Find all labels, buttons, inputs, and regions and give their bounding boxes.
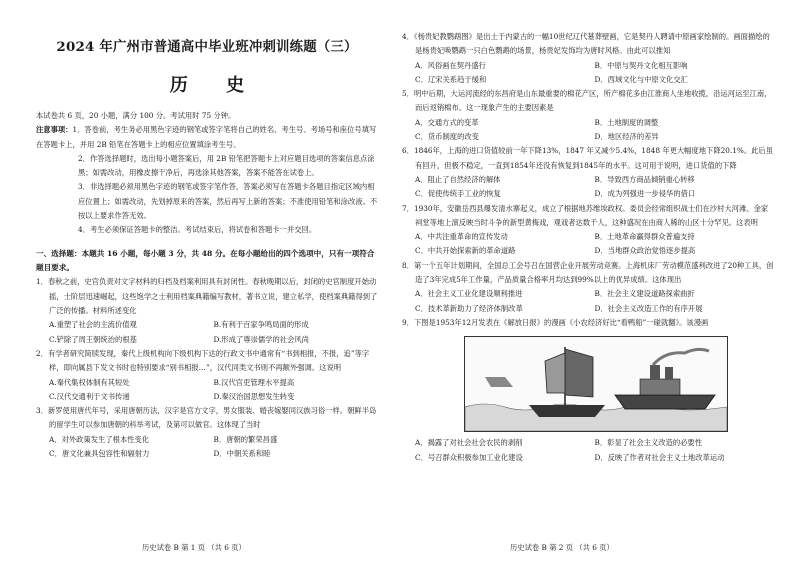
notes-label: 注意事项： xyxy=(36,125,73,135)
option-list xyxy=(36,376,378,405)
option-list xyxy=(36,318,378,347)
subject-title: 历 史 xyxy=(169,75,261,96)
option-list xyxy=(402,287,774,316)
question-1 xyxy=(36,275,378,346)
question-stem: 2．有学者研究简牍发现，秦代上级机构向下级机构下达的行政文书中通常有“书到相报，不报，追”等字样，即向属县下发文书时也特别要求“别书相报…”，汉代同类文书则不再额外强调。这说明 xyxy=(36,348,370,373)
left-page xyxy=(0,0,392,561)
smoke xyxy=(653,350,709,366)
option-b[interactable]: B.有利于百家争鸣局面的形成 xyxy=(213,320,309,330)
question-stem: 4．《杨贵妃教鹦鹉图》是出土于内蒙古的一幅10世纪辽代墓葬壁画，它是契丹人聘请中原画家绘制的。画面描绘的是杨贵妃唤鹦鹉一只白色鹦鹉的场景，杨贵妃发饰均为唐时风格。由此可以推知 xyxy=(402,32,770,56)
question-9 xyxy=(402,316,774,465)
question-6 xyxy=(402,144,774,201)
option-d[interactable]: D．中朝关系和睦 xyxy=(213,449,271,459)
option-a[interactable]: A．中共注重革命的宣传发动 xyxy=(415,232,508,242)
option-a[interactable]: A．社会主义工业化建设顺利推进 xyxy=(415,289,523,299)
note-1: 1．答卷前，考生务必用黑色字迹的钢笔或签字笔将自己的姓名、考生号、考场号和座位号填写在答题卡上，并用 2B 铅笔在答题卡上的相应位置填涂考生号。 xyxy=(36,125,377,149)
option-list xyxy=(402,173,774,202)
option-list xyxy=(402,436,774,465)
question-stem: 5．明中后期，大运河流经的东昌府是山东最重要的棉花产区，所产棉花多由江淮商人坐地收揽，沿运河运至江南，而后返销棉布。这一现象产生的主要因素是 xyxy=(402,89,772,113)
option-b[interactable]: B．土地制度的调整 xyxy=(594,117,659,127)
question-4 xyxy=(402,30,774,87)
question-stem: 1．春秋之前，史官负责对文字材料的归档及档案利用具有封闭性。春秋晚期以后，封闭的史官制度开始动摇，士阶层迅速崛起，这些饱学之士利用档案典籍编写教材，著书立说，建立私学，使档案典籍得到了广泛的传播。材料所述变化 xyxy=(36,277,378,316)
option-c[interactable]: C．唐文化兼具包容性和辐射力 xyxy=(49,449,150,459)
note-4: 4．考生必须保证答题卡的整洁。考试结束后，将试卷和答题卡一并交回。 xyxy=(78,225,317,235)
option-a[interactable]: A．揭露了对社会社会农民的剥削 xyxy=(415,438,523,448)
question-2 xyxy=(36,347,378,404)
option-c[interactable]: C．技术革新助力了经济体制改革 xyxy=(415,303,523,313)
option-c[interactable]: C.铲除了周王朝统治的根基 xyxy=(49,334,137,344)
section-heading: 一、选择题：本题共 16 小题，每小题 3 分，共 48 分。在每小题给出的四个选项中，只有一项符合题目要求。 xyxy=(36,248,375,273)
question-stem: 7．1930年，安徽岳西县爆发清水寨起义，成立了根据地苏维埃政权。委员会经常组织战士们在沙村大河滩、金家祠堂等地上演反映当时斗争的新型黄梅戏，观戏者达数千人，这种盛况在由商人稀的山区十分罕见。这表明 xyxy=(402,203,769,227)
option-d[interactable]: D．西域文化与中原文化交汇 xyxy=(594,74,688,84)
question-stem: 8．第一个五年计划期间，全国总工会号召在国营企业开展劳动竞赛。上海机床厂劳动模范盛利改进了20种工具，创造了3年完成5年工作量，产品质量合格率月均达到99%以上的优异成绩。这体现出 xyxy=(402,260,774,285)
exam-title: 2024 年广州市普通高中毕业班冲刺训练题（三） xyxy=(56,39,358,55)
note-2: 2．作答选择题时，选出每小题答案后，用 2B 铅笔把答题卡上对应题目选项的答案信息点涂黑；如需改动，用橡皮擦干净后，再选涂其他答案，答案不能答在试卷上。 xyxy=(78,153,375,178)
option-c[interactable]: C．货币制度的改变 xyxy=(415,132,479,142)
distant-boat xyxy=(485,377,513,387)
option-b[interactable]: B．彰显了社会主义改造的必要性 xyxy=(594,438,703,448)
question-stem: 6．1846年，上海的进口货值较前一年下降13%，1847 年又减少5.4%，1848 年更大幅度地下降20.1%。此后虽有回升，但极不稳定，一直到1854年还没有恢复到1845年的水平。这可用于说明，进口货值的下降 xyxy=(402,146,774,170)
option-d[interactable]: D．当地群众政治觉悟逐步提高 xyxy=(594,246,696,256)
option-list xyxy=(402,116,774,145)
option-a[interactable]: A．风俗画在契丹盛行 xyxy=(415,60,486,70)
large-ship xyxy=(615,395,715,409)
option-d[interactable]: D．地区经济的差异 xyxy=(594,132,659,142)
option-list xyxy=(36,433,378,462)
cartoon-drawing xyxy=(465,337,727,431)
notes-block xyxy=(36,123,378,152)
option-a[interactable]: A．阻止了自然经济的解体 xyxy=(415,174,501,184)
option-c[interactable]: C．中共开始探索新的革命道路 xyxy=(415,246,516,256)
question-7 xyxy=(402,202,774,259)
question-5 xyxy=(402,87,774,144)
right-page xyxy=(394,0,794,561)
cartoon-illustration xyxy=(464,336,728,432)
small-boat xyxy=(529,405,605,417)
question-8 xyxy=(402,259,774,316)
question-stem: 3．新罗使用唐代年号，采用唐朝历法，汉字是官方文字，男女服装、婚丧嫁娶同汉族习俗一样。朝鲜半岛的留学生可以参加唐朝的科举考试，及第可以做官。这体现了当时 xyxy=(36,406,377,430)
intro-text: 本试卷共 6 页，20 小题，满分 100 分。考试用时 75 分钟。 xyxy=(36,111,236,120)
option-b[interactable]: B．唐朝的繁荣昌盛 xyxy=(213,434,278,444)
option-d[interactable]: D．反映了作者对社会主义土地改革运动 xyxy=(594,452,725,462)
option-d[interactable]: D．成为列强进一步侵华的借口 xyxy=(594,189,696,199)
junk-sail xyxy=(565,349,593,397)
option-c[interactable]: C．辽宋关系趋于缓和 xyxy=(415,74,487,84)
option-list xyxy=(402,59,774,88)
option-b[interactable]: B．中原与契丹文化相互影响 xyxy=(594,60,688,70)
option-a[interactable]: A．交通方式的变革 xyxy=(415,117,479,127)
option-b[interactable]: B．土地革命赢得群众普遍支持 xyxy=(594,232,695,242)
option-d[interactable]: D．社会主义改造工作的有序开展 xyxy=(594,303,703,313)
option-a[interactable]: A.秦代集权体制有其短处 xyxy=(49,377,130,387)
option-a[interactable]: A.重塑了社会的主流价值观 xyxy=(49,320,137,330)
option-b[interactable]: B．社会主义建设道路探索曲折 xyxy=(594,289,695,299)
option-d[interactable]: D.秦汉治国思想发生转变 xyxy=(213,391,295,401)
page-footer-right: 历史试卷 B 第 2 页 （共 6 页） xyxy=(510,543,614,552)
option-d[interactable]: D.形成了尊崇儒学的社会风尚 xyxy=(213,334,309,344)
option-c[interactable]: C．促使传统手工业的恢复 xyxy=(415,189,501,199)
option-c[interactable]: C．号召群众积极参加工业化建设 xyxy=(415,452,523,462)
option-b[interactable]: B．导致西方商品倾销重心转移 xyxy=(594,174,695,184)
question-stem: 9．下图是1953年12月发表在《解放日报》的漫画《小农经济好比“看鸭船”一碰就翻》。该漫画 xyxy=(402,317,709,327)
question-3 xyxy=(36,404,378,461)
option-b[interactable]: B.汉代官吏管理水平提高 xyxy=(213,377,295,387)
option-a[interactable]: A．对外政策发生了根本性变化 xyxy=(49,434,150,444)
note-3: 3．非选择题必须用黑色字迹的钢笔或签字笔作答，答案必须写在答题卡各题目指定区域内相应位置上；如需改动，先划掉原来的答案，然后再写上新的答案；不准使用铅笔和涂改液。不按以上要求作答无效。 xyxy=(78,182,378,221)
page-footer-left: 历史试卷 B 第 1 页 （共 6 页） xyxy=(142,543,246,552)
option-c[interactable]: C.汉代交通利于文书传递 xyxy=(49,391,130,401)
option-list xyxy=(402,230,774,259)
